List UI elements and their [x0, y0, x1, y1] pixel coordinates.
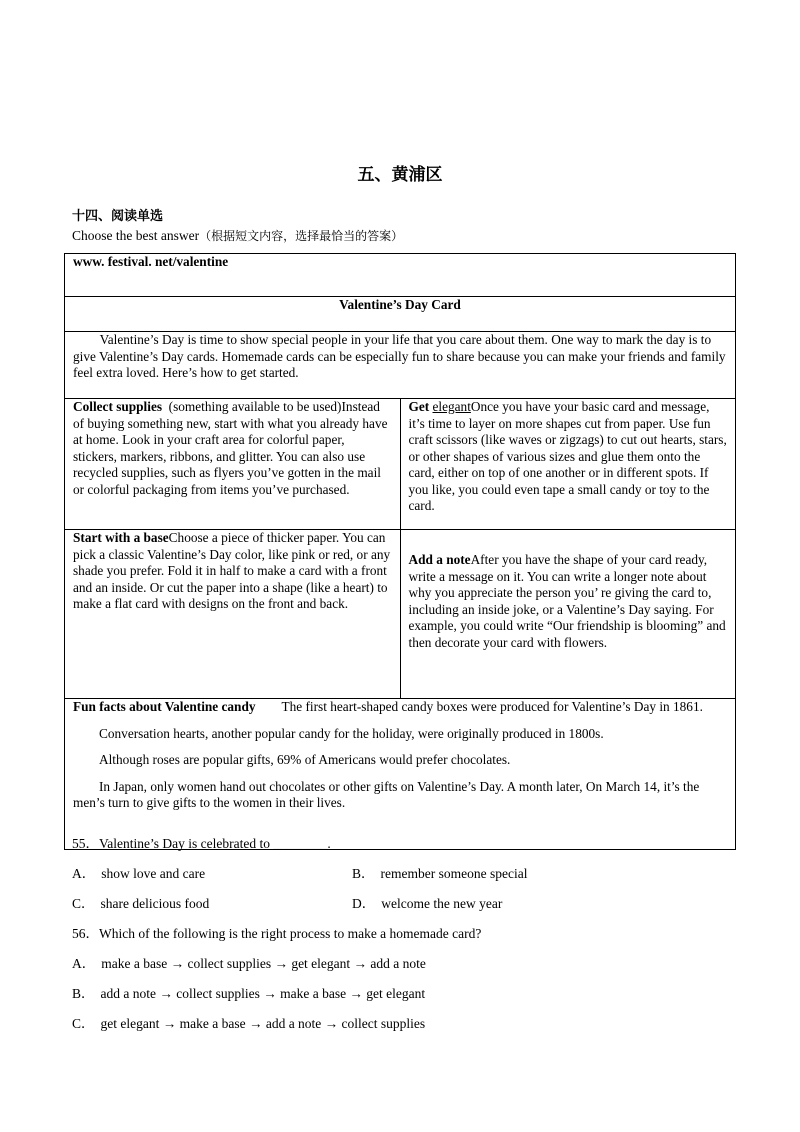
fun-fact-item — [73, 779, 727, 812]
fun-facts-row — [65, 699, 736, 850]
section-title: 十四、阅读单选 — [72, 209, 164, 224]
option-text: welcome the new year — [381, 896, 503, 911]
option-a[interactable] — [72, 866, 352, 896]
questions — [72, 836, 736, 1046]
fun-fact-item — [73, 752, 727, 769]
option-a[interactable] — [72, 956, 736, 986]
steps-row-2 — [65, 530, 736, 699]
option-label: C． — [72, 1016, 95, 1031]
option-label: B． — [72, 986, 95, 1001]
steps-row-1 — [65, 399, 736, 530]
option-label: A． — [72, 866, 96, 881]
get-elegant-cell — [400, 399, 736, 530]
passage-url: www. festival. net/valentine — [65, 254, 736, 297]
option-text: share delicious food — [100, 896, 210, 911]
start-base-heading: Start with a base — [73, 530, 169, 545]
option-text: show love and care — [101, 866, 206, 881]
option-text: remember someone special — [380, 866, 528, 881]
question-56-stem — [72, 926, 736, 956]
option-b[interactable] — [352, 866, 632, 896]
fun-facts-cell — [65, 699, 736, 850]
option-b[interactable] — [72, 986, 736, 1016]
get-elegant-body: Once you have your basic card and message, it’s time to layer on more shapes cut from paper. Use fun craft scissors (like waves or zigzags) to cut out hearts, stars, or other shapes of various sizes and glue them onto the card, either on top of one another or in different spots. If you like, you could even tape a small candy or toy to the card. — [408, 399, 727, 513]
option-label: A． — [72, 956, 96, 971]
passage-intro-row — [65, 332, 736, 399]
question-55-options-row-2 — [72, 896, 736, 926]
fun-fact-text: The first heart-shaped candy boxes were produced for Valentine’s Day in 1861. — [281, 699, 703, 714]
collect-supplies-cell — [65, 399, 401, 530]
get-elegant-heading: Get — [408, 399, 433, 414]
question-number: 56． — [72, 926, 99, 941]
collect-supplies-body: Instead of buying something new, start with what you already have at home. Look in your craft area for colorful paper, stickers, markers, ribbons, and glitter. You can also use recycled supplies, such as flyers you’ve gotten in the mail or colorful packaging from items you’ve purchased. — [73, 399, 388, 497]
add-note-heading: Add a note — [408, 552, 471, 567]
collect-supplies-gloss: (something available to be used) — [162, 399, 342, 414]
option-label: C． — [72, 896, 95, 911]
start-base-body: Choose a piece of thicker paper. You can pick a classic Valentine’s Day color, like pink or red, or any shade you prefer. Fold it in half to make a card with a front and an inside. Or cut the paper into a shape (like a heart) to make a flat card with designs on the front and back. — [73, 530, 391, 611]
passage-url-row — [65, 254, 736, 297]
passage-title-row — [65, 297, 736, 332]
instruction — [72, 227, 403, 244]
option-text: make a base → collect supplies → get elegant → add a note — [101, 956, 426, 971]
option-c[interactable] — [72, 896, 352, 926]
option-label: D． — [352, 896, 376, 911]
question-text: Valentine’s Day is celebrated to ________. — [99, 836, 331, 851]
question-55-options-row-1 — [72, 866, 736, 896]
get-elegant-underlined-word: elegant — [432, 399, 471, 414]
instruction-en: Choose the best answer — [72, 228, 200, 243]
option-d[interactable] — [352, 896, 632, 926]
question-55-stem — [72, 836, 736, 866]
add-note-cell — [400, 530, 736, 699]
fun-fact-item — [73, 726, 727, 743]
instruction-cn: （根据短文内容，选择最恰当的答案） — [199, 229, 404, 243]
fun-facts-heading: Fun facts about Valentine candy — [73, 699, 256, 714]
question-text: Which of the following is the right process to make a homemade card? — [99, 926, 482, 941]
question-number: 55． — [72, 836, 99, 851]
fun-fact-text: Although roses are popular gifts, 69% of Americans would prefer chocolates. — [99, 752, 511, 767]
option-label: B． — [352, 866, 375, 881]
reading-passage — [64, 253, 736, 850]
add-note-body: After you have the shape of your card ready, write a message on it. You can write a longer note about why you appreciate the person you’ re giving the card to, including an inside joke, or a Valentine’s Day saying. For example, you could write “Our friendship is blooming” and then decorate your card with flowers. — [408, 552, 726, 650]
option-text: add a note → collect supplies → make a base → get elegant — [100, 986, 426, 1001]
passage-title: Valentine’s Day Card — [65, 297, 736, 332]
fun-fact-text: Conversation hearts, another popular candy for the holiday, were originally produced in 1800s. — [99, 725, 604, 741]
option-text: get elegant → make a base → add a note → collect supplies — [100, 1016, 426, 1031]
collect-supplies-heading: Collect supplies — [73, 399, 163, 414]
passage-intro: Valentine’s Day is time to show special people in your life that you care about them. One way to mark the day is to give Valentine’s Day cards. Homemade cards can be especially fun to share because you can make your friends and family feel extra loved. Here’s how to get started. — [73, 332, 726, 380]
page-title: 五、黄浦区 — [357, 165, 443, 185]
fun-fact-item — [73, 699, 727, 716]
fun-fact-text: In Japan, only women hand out chocolates or other gifts on Valentine’s Day. A month later, On March 14, it’s the men’s turn to give gifts to the women in their lives. — [73, 778, 700, 810]
start-base-cell — [65, 530, 401, 699]
option-c[interactable] — [72, 1016, 736, 1046]
